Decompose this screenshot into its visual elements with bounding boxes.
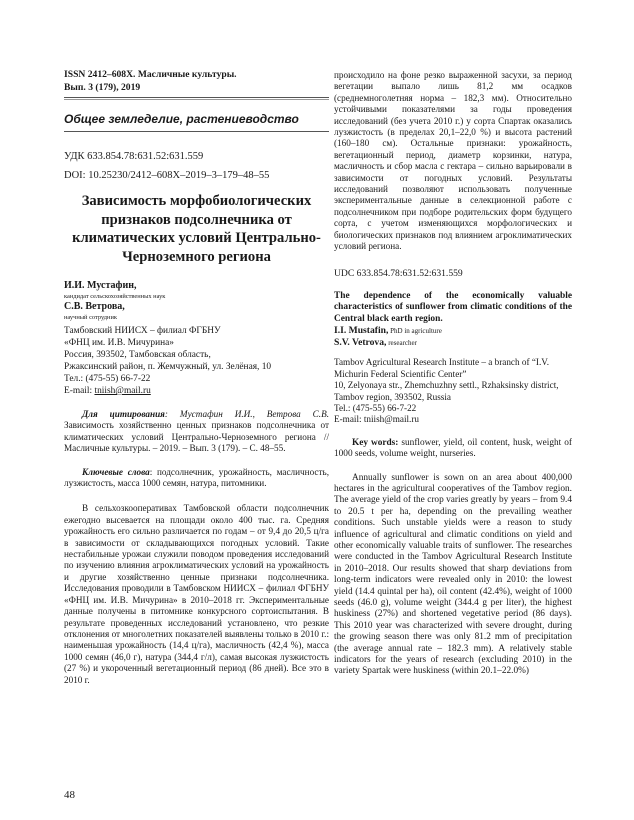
affil-line: Россия, 393502, Тамбовская область, — [64, 350, 211, 360]
right-column — [334, 70, 572, 678]
author2-name: С.В. Ветрова, — [64, 301, 125, 312]
article-title-en: The dependence of the economically valuable characteristics of sunflower from climatic conditions of the Central black earth region. — [334, 290, 572, 324]
header-rule-thin — [64, 99, 329, 100]
section-rule — [64, 131, 329, 132]
author2-degree: научный сотрудник — [64, 314, 117, 321]
left-column — [64, 68, 329, 686]
keywords-ru: Ключевые слова: подсолнечник, урожайность, масличность, лузжистость, масса 1000 семян, натура, питомники. — [64, 466, 329, 489]
affil-line: Тел.: (475-55) 66-7-22 — [64, 374, 151, 384]
email-line-en: E-mail: tniish@mail.ru — [334, 414, 420, 425]
affiliation-ru — [64, 325, 329, 397]
abstract-ru-part1: В сельхозкооперативах Тамбовской области подсолнечник ежегодно высевается на площади около 400 тыс. га. Средняя урожайность его сильно различается по годам – от 9,4 до 20,5 ц/га в зависимости от складывающихся погодных условий. Такие нестабильные урожаи служили поводом проведения исследований по изучению влияния агроклиматических условий на урожайность и другие хозяйственно ценные признаки подсолнечника. Исследования проводили в Тамбовском НИИСХ – филиал ФГБНУ «ФНЦ им. И.В. Мичурина» в 2010–2018 гг. Экспериментальные данные получены в питомнике конкурсного сортоиспытания. В результате проведенных исследований установлено, что резкие отклонения от многолетних показателей выявлены только в 2010 г.: наименьшая урожайность (14,4 ц/га), масличность (42,4 %), масса 1000 семян (46,0 г), натура (344,4 г/л), самая высокая лузжистость (27 %) и укороченный вегетационный период (86 дней). Все это в 2010 г. — [64, 503, 329, 685]
article-title-ru: Зависимость морфобиологических признаков подсолнечника от климатических условий Центрально-Черноземного региона — [72, 193, 321, 265]
email-link[interactable]: tniish@mail.ru — [94, 386, 151, 396]
abstract-en: Annually sunflower is sown on an area about 400,000 hectares in the agricultural cooperatives of the Tambov region. The average yield of the crop varies greatly by years – from 9.4 to 20.5 t per ha, depending on the prevailing weather conditions. Such unstable yields were a reason to study influence of agricultural and climatic conditions on yield and other economically valuable traits of sunflower. The researches were conducted in the Tambov Agricultural Research Institute in 2010–2018. Our results showed that sharp deviations from long-term indicators were revealed only in 2010: the lowest yield (14.4 quintal per ha), oil content (42.4%), weight of 1000 seeds (46.0 g), volume weight (344.4 g per liter), the highest huskiness (27%) and shortened vegetative period (86 days). This 2010 year was characterized with severe drought, during the growing season there was only 81.2 mm of precipitation (the average annual rate – 182.3 mm). A relatively stable indicators for the years of research (excluding 2010) in the variety Spartak were huskiness (within 20.1–22.0%) — [334, 472, 572, 677]
journal-issn: ISSN 2412–608X. Масличные культуры. — [64, 69, 237, 80]
author1-en: I.I. Mustafin, PhD in agriculture — [334, 325, 442, 337]
section-title: Общее земледелие, растениеводство — [64, 112, 299, 126]
author1-degree: кандидат сельскохозяйственных наук — [64, 293, 166, 300]
affiliation-en — [334, 357, 572, 425]
affil-line: Tel.: (475-55) 66-7-22 — [334, 402, 417, 413]
abstract-ru-part2: происходило на фоне резко выраженной засухи, за период вегетации выпало лишь 81,2 мм осадков (среднемноголетняя норма – 182,3 мм). Относительно устойчивыми показателями за годы проведения исследований (без учета 2010 г.) у сорта Спартак оказались лузжистость (в пределах 20,1–22,0 %) и высота растений (160–180 см). Остальные признаки: урожайность, вегетационный период, диаметр корзинки, натура, масличность и сбор масла с гектара – сильно варьировали в зависимости от погодных условий. Результаты исследований позволяют использовать полученные экспериментальные данные в селекционной работе с подсолнечником при подборе родительских форм будущего сорта, с учетом изменяющихся морфологических и биологических признаков под влиянием агроклиматических условий региона. — [334, 70, 572, 252]
keywords-en: Key words: sunflower, yield, oil content, husk, weight of 1000 seeds, volume weight, nurseries. — [334, 437, 572, 460]
affil-line: «ФНЦ им. И.В. Мичурина» — [64, 338, 174, 348]
citation: Для цитирования: Мустафин И.И., Ветрова С.В. Зависимость хозяйственно ценных признаков подсолнечника от климатических условий Центрально-Черноземного региона // Масличные культуры. – 2019. – Вып. 3 (179). – С. 48–55. — [64, 409, 329, 454]
affil-line: Ржаксинский район, п. Жемчужный, ул. Зелёная, 10 — [64, 362, 272, 372]
author2-en: S.V. Vetrova, researcher — [334, 337, 417, 349]
udc-ru: УДК 633.854.78:631.52:631.559 — [64, 151, 204, 162]
header-rule — [64, 97, 329, 98]
affil-line: Тамбовский НИИСХ – филиал ФГБНУ — [64, 326, 221, 336]
affil-line: 10, Zelyonaya str., Zhemchuzhny settl., Rzhaksinsky district, Tambov region, 393502, Russia — [334, 380, 559, 402]
page-number: 48 — [64, 789, 75, 801]
affil-line: Tambov Agricultural Research Institute – a branch of “I.V. Michurin Federal Scientific Center” — [334, 357, 550, 379]
doi: DOI: 10.25230/2412–608X–2019–3–179–48–55 — [64, 170, 270, 181]
author1-name: И.И. Мустафин, — [64, 280, 137, 291]
email-line: E-mail: tniish@mail.ru — [64, 386, 151, 396]
journal-header — [64, 68, 329, 94]
journal-issue: Вып. 3 (179), 2019 — [64, 82, 141, 93]
udc-en: UDC 633.854.78:631.52:631.559 — [334, 267, 463, 279]
